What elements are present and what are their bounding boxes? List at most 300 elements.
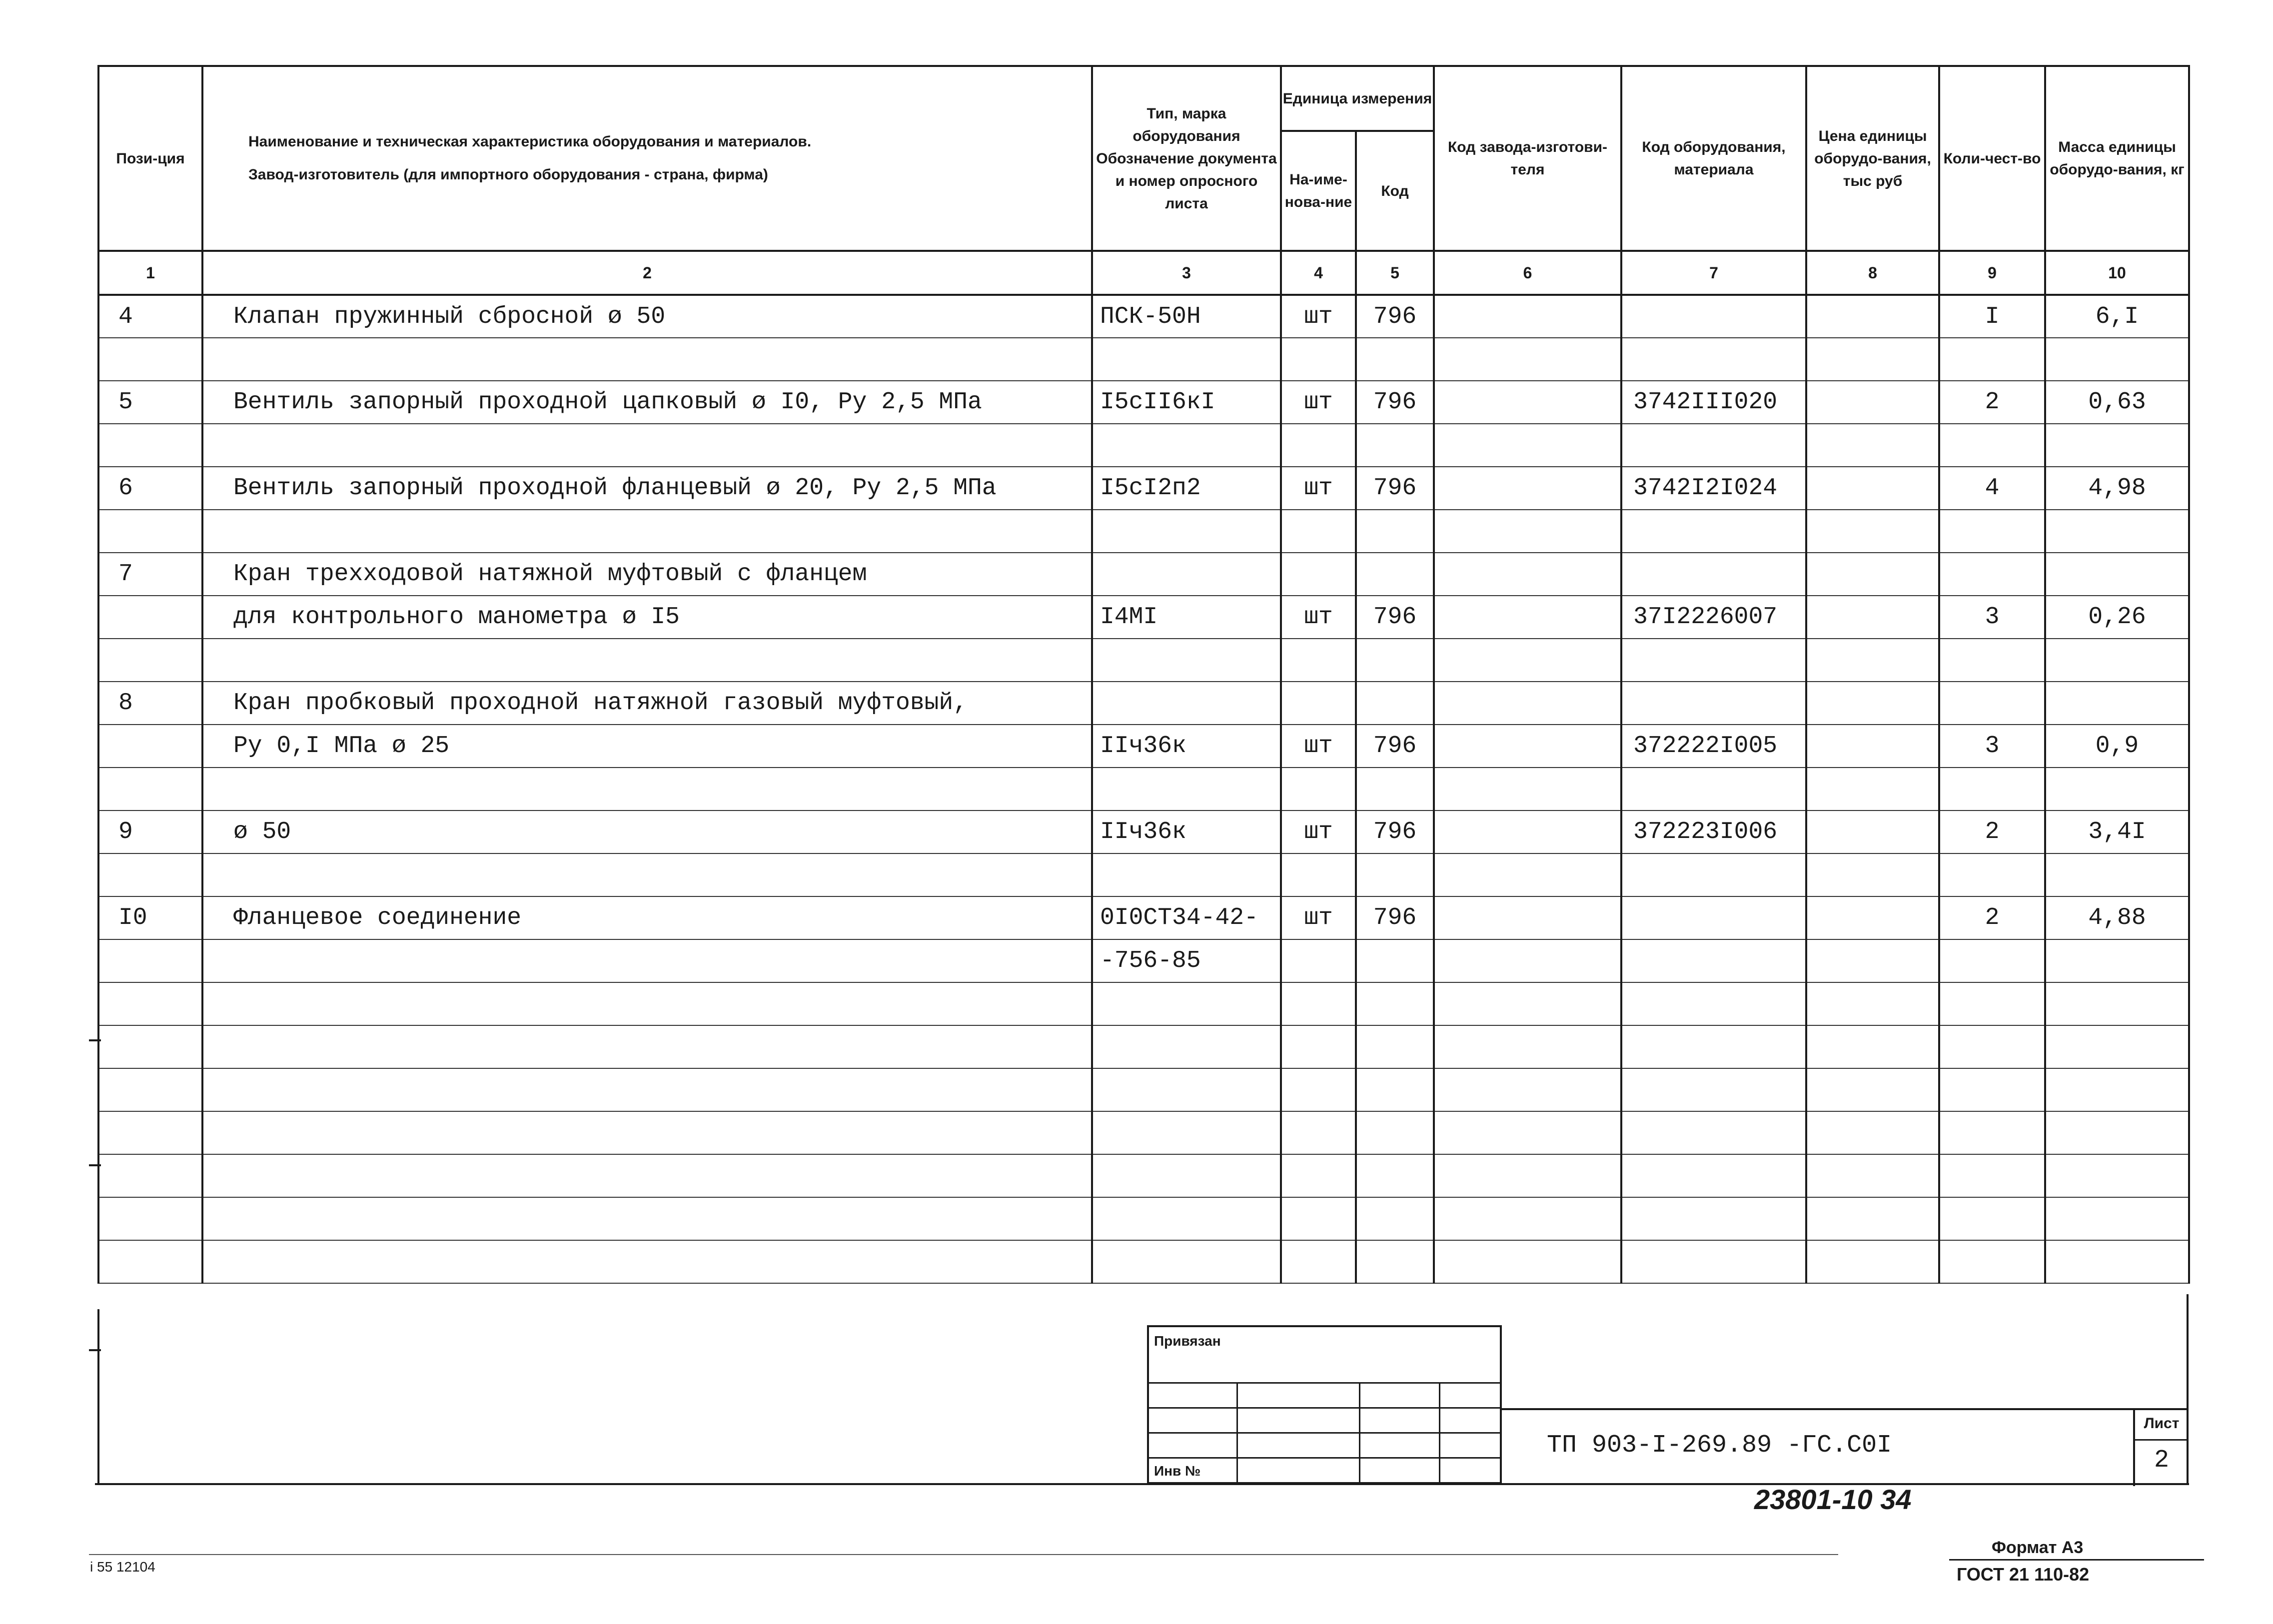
margin-tick [89, 1164, 101, 1166]
row-price [1806, 510, 1939, 553]
table-row [98, 1240, 2189, 1283]
row-unit-code [1356, 853, 1434, 896]
row-type [1092, 1068, 1281, 1111]
row-mfr-code [1434, 725, 1621, 768]
row-unit [1281, 939, 1356, 982]
row-unit: шт [1281, 725, 1356, 768]
col-number: 4 [1281, 251, 1356, 295]
row-position [98, 768, 202, 811]
row-mfr-code [1434, 295, 1621, 338]
row-type [1092, 553, 1281, 596]
row-equip-code [1621, 295, 1806, 338]
row-unit-code [1356, 1025, 1434, 1068]
header-mfr-code: Код завода-изготови-теля [1434, 66, 1621, 251]
row-equip-code [1621, 939, 1806, 982]
row-price [1806, 682, 1939, 725]
row-name [202, 939, 1092, 982]
row-unit [1281, 1197, 1356, 1240]
row-type [1092, 1111, 1281, 1154]
row-equip-code [1621, 982, 1806, 1025]
row-mass: 3,4I [2045, 811, 2189, 853]
row-name: Кран пробковый проходной натяжной газовый муфтовый, [202, 682, 1092, 725]
table-row [98, 510, 2189, 553]
row-price [1806, 982, 1939, 1025]
row-unit-code [1356, 338, 1434, 381]
row-type: IIч36к [1092, 725, 1281, 768]
row-unit-code: 796 [1356, 295, 1434, 338]
row-name [202, 768, 1092, 811]
row-mass [2045, 939, 2189, 982]
row-price [1806, 1154, 1939, 1197]
row-position [98, 1197, 202, 1240]
row-mass [2045, 338, 2189, 381]
sheet-label: Лист [2144, 1415, 2180, 1432]
row-unit [1281, 338, 1356, 381]
row-price [1806, 424, 1939, 467]
row-equip-code: 372223I006 [1621, 811, 1806, 853]
row-price [1806, 553, 1939, 596]
row-mfr-code [1434, 1068, 1621, 1111]
row-unit: шт [1281, 596, 1356, 639]
row-equip-code: 3742I2I024 [1621, 467, 1806, 510]
table-row [98, 1068, 2189, 1111]
row-price [1806, 1240, 1939, 1283]
header-unit-name: На-име-нова-ние [1281, 131, 1356, 251]
row-mass [2045, 682, 2189, 725]
row-unit [1281, 1154, 1356, 1197]
row-position: 4 [98, 295, 202, 338]
row-equip-code: 37I2226007 [1621, 596, 1806, 639]
table-row [98, 1154, 2189, 1197]
row-mfr-code [1434, 682, 1621, 725]
row-quantity [1939, 424, 2045, 467]
row-position [98, 510, 202, 553]
row-unit: шт [1281, 811, 1356, 853]
row-mass [2045, 1197, 2189, 1240]
row-mass [2045, 1154, 2189, 1197]
row-mass [2045, 768, 2189, 811]
row-unit [1281, 853, 1356, 896]
stamp-inventory-label: Инв № [1154, 1463, 1201, 1479]
row-equip-code [1621, 682, 1806, 725]
row-type [1092, 1240, 1281, 1283]
margin-tick [89, 1349, 101, 1351]
row-quantity [1939, 338, 2045, 381]
header-name-line2: Завод-изготовитель (для импортного оборудования - страна, фирма) [248, 166, 768, 183]
row-price [1806, 381, 1939, 424]
row-type [1092, 1154, 1281, 1197]
row-mass [2045, 1025, 2189, 1068]
row-quantity [1939, 982, 2045, 1025]
row-equip-code [1621, 1197, 1806, 1240]
row-quantity [1939, 853, 2045, 896]
table-row [98, 896, 2189, 939]
margin-tick [89, 1039, 101, 1041]
row-unit-code [1356, 1240, 1434, 1283]
row-equip-code [1621, 896, 1806, 939]
row-position [98, 939, 202, 982]
row-mass [2045, 982, 2189, 1025]
row-price [1806, 295, 1939, 338]
binding-stamp [1147, 1325, 1502, 1484]
row-position: 7 [98, 553, 202, 596]
row-quantity [1939, 1025, 2045, 1068]
row-quantity [1939, 768, 2045, 811]
row-position [98, 1240, 202, 1283]
header-unit-code: Код [1356, 131, 1434, 251]
row-unit [1281, 1111, 1356, 1154]
row-price [1806, 939, 1939, 982]
row-unit [1281, 639, 1356, 682]
row-mfr-code [1434, 639, 1621, 682]
row-unit-code [1356, 1068, 1434, 1111]
row-price [1806, 853, 1939, 896]
equipment-table [97, 65, 2190, 1284]
row-name: Вентиль запорный проходной цапковый ø I0, Ру 2,5 МПа [202, 381, 1092, 424]
header-unit-group: Единица измерения [1281, 66, 1434, 131]
row-mfr-code [1434, 1154, 1621, 1197]
row-unit: шт [1281, 381, 1356, 424]
row-position: 9 [98, 811, 202, 853]
row-position [98, 338, 202, 381]
row-mfr-code [1434, 338, 1621, 381]
col-number: 9 [1939, 251, 2045, 295]
row-mfr-code [1434, 553, 1621, 596]
row-name: ø 50 [202, 811, 1092, 853]
row-name [202, 510, 1092, 553]
stamp-divider [1149, 1407, 1500, 1409]
row-mass [2045, 853, 2189, 896]
row-name [202, 338, 1092, 381]
row-name [202, 1154, 1092, 1197]
stamp-divider [1236, 1382, 1238, 1482]
row-unit [1281, 424, 1356, 467]
print-mark: i 55 12104 [90, 1559, 155, 1575]
row-price [1806, 811, 1939, 853]
row-type [1092, 510, 1281, 553]
row-unit-code [1356, 682, 1434, 725]
stamp-divider [1439, 1382, 1440, 1482]
row-mass: 4,98 [2045, 467, 2189, 510]
row-unit [1281, 982, 1356, 1025]
row-mfr-code [1434, 1025, 1621, 1068]
row-name: Клапан пружинный сбросной ø 50 [202, 295, 1092, 338]
row-type: ПСК-50Н [1092, 295, 1281, 338]
row-name [202, 1025, 1092, 1068]
archive-number: 23801-10 34 [1754, 1484, 1912, 1515]
format-label: Формат А3 [1992, 1538, 2084, 1557]
row-unit-code [1356, 1154, 1434, 1197]
col-number: 7 [1621, 251, 1806, 295]
row-price [1806, 896, 1939, 939]
header-row [98, 66, 2189, 131]
row-mfr-code [1434, 1240, 1621, 1283]
row-type [1092, 1025, 1281, 1068]
row-price [1806, 725, 1939, 768]
row-quantity: 3 [1939, 725, 2045, 768]
row-name [202, 853, 1092, 896]
row-mfr-code [1434, 424, 1621, 467]
row-mass: 0,9 [2045, 725, 2189, 768]
row-unit-code: 796 [1356, 725, 1434, 768]
row-name [202, 639, 1092, 682]
row-mass [2045, 1111, 2189, 1154]
row-mfr-code [1434, 896, 1621, 939]
row-name [202, 424, 1092, 467]
row-position [98, 982, 202, 1025]
table-row [98, 982, 2189, 1025]
row-quantity [1939, 1197, 2045, 1240]
row-quantity: 4 [1939, 467, 2045, 510]
row-unit-code [1356, 982, 1434, 1025]
row-quantity: 2 [1939, 896, 2045, 939]
row-unit [1281, 682, 1356, 725]
col-number: 6 [1434, 251, 1621, 295]
stamp-divider [1149, 1382, 1500, 1384]
row-unit-code [1356, 939, 1434, 982]
header-name [202, 66, 1092, 251]
row-equip-code [1621, 639, 1806, 682]
row-position [98, 853, 202, 896]
col-number: 8 [1806, 251, 1939, 295]
row-mfr-code [1434, 596, 1621, 639]
row-position [98, 1111, 202, 1154]
col-number: 1 [98, 251, 202, 295]
col-number: 3 [1092, 251, 1281, 295]
table-row [98, 725, 2189, 768]
row-equip-code [1621, 1154, 1806, 1197]
table-row [98, 1197, 2189, 1240]
row-equip-code [1621, 1111, 1806, 1154]
table-row [98, 1111, 2189, 1154]
row-name [202, 1111, 1092, 1154]
column-number-row [98, 251, 2189, 295]
row-mass [2045, 424, 2189, 467]
row-price [1806, 1197, 1939, 1240]
row-quantity: 2 [1939, 381, 2045, 424]
row-mass [2045, 1240, 2189, 1283]
header-name-line1: Наименование и техническая характеристика оборудования и материалов. [248, 133, 812, 150]
table-row [98, 1025, 2189, 1068]
row-unit-code: 796 [1356, 811, 1434, 853]
row-mass [2045, 553, 2189, 596]
row-quantity [1939, 1240, 2045, 1283]
row-quantity [1939, 939, 2045, 982]
row-unit [1281, 1068, 1356, 1111]
row-name: Вентиль запорный проходной фланцевый ø 20, Ру 2,5 МПа [202, 467, 1092, 510]
row-unit-code [1356, 639, 1434, 682]
row-price [1806, 467, 1939, 510]
row-type [1092, 853, 1281, 896]
row-type [1092, 639, 1281, 682]
row-type: -756-85 [1092, 939, 1281, 982]
row-price [1806, 338, 1939, 381]
row-type: I5сI2п2 [1092, 467, 1281, 510]
table-body [98, 295, 2189, 1283]
row-quantity [1939, 553, 2045, 596]
row-unit [1281, 768, 1356, 811]
row-unit: шт [1281, 896, 1356, 939]
row-price [1806, 768, 1939, 811]
stamp-linked-label: Привязан [1154, 1333, 1221, 1349]
row-type: I4МI [1092, 596, 1281, 639]
row-type: IIч36к [1092, 811, 1281, 853]
row-type [1092, 682, 1281, 725]
table-row [98, 295, 2189, 338]
table-row [98, 639, 2189, 682]
table-row [98, 424, 2189, 467]
row-position [98, 725, 202, 768]
row-mfr-code [1434, 982, 1621, 1025]
row-quantity [1939, 510, 2045, 553]
row-mfr-code [1434, 1111, 1621, 1154]
row-mass [2045, 510, 2189, 553]
row-unit-code [1356, 510, 1434, 553]
sheet-box [2133, 1410, 2188, 1486]
stamp-divider [1149, 1432, 1500, 1434]
col-number: 2 [202, 251, 1092, 295]
row-unit [1281, 510, 1356, 553]
row-name: Фланцевое соединение [202, 896, 1092, 939]
gost-rule [1949, 1559, 2204, 1561]
row-name [202, 1197, 1092, 1240]
row-position: 8 [98, 682, 202, 725]
stamp-divider [1359, 1382, 1360, 1482]
row-unit-code [1356, 553, 1434, 596]
row-unit: шт [1281, 295, 1356, 338]
row-mfr-code [1434, 381, 1621, 424]
row-name: Ру 0,I МПа ø 25 [202, 725, 1092, 768]
row-quantity [1939, 682, 2045, 725]
header-qty: Коли-чест-во [1939, 66, 2045, 251]
header-price: Цена единицы оборудо-вания, тыс руб [1806, 66, 1939, 251]
row-unit-code: 796 [1356, 896, 1434, 939]
row-quantity [1939, 1111, 2045, 1154]
col-number: 10 [2045, 251, 2189, 295]
row-quantity [1939, 639, 2045, 682]
row-unit [1281, 553, 1356, 596]
row-type [1092, 1197, 1281, 1240]
row-mass [2045, 1068, 2189, 1111]
table-row [98, 338, 2189, 381]
row-mfr-code [1434, 467, 1621, 510]
header-type: Тип, марка оборудования Обозначение документа и номер опросного листа [1092, 66, 1281, 251]
row-mfr-code [1434, 853, 1621, 896]
row-mfr-code [1434, 768, 1621, 811]
table-row [98, 596, 2189, 639]
row-position: I0 [98, 896, 202, 939]
row-name: Кран трехходовой натяжной муфтовый с фланцем [202, 553, 1092, 596]
row-position: 6 [98, 467, 202, 510]
row-position: 5 [98, 381, 202, 424]
table-row [98, 939, 2189, 982]
row-unit [1281, 1025, 1356, 1068]
row-equip-code [1621, 338, 1806, 381]
row-unit-code: 796 [1356, 596, 1434, 639]
row-equip-code [1621, 424, 1806, 467]
row-mfr-code [1434, 1197, 1621, 1240]
row-unit [1281, 1240, 1356, 1283]
bottom-rule [89, 1554, 1838, 1555]
row-position [98, 424, 202, 467]
row-equip-code [1621, 853, 1806, 896]
header-mass: Масса единицы оборудо-вания, кг [2045, 66, 2189, 251]
row-price [1806, 1111, 1939, 1154]
row-quantity: 3 [1939, 596, 2045, 639]
row-type [1092, 768, 1281, 811]
table-row [98, 853, 2189, 896]
row-type [1092, 424, 1281, 467]
row-position [98, 1068, 202, 1111]
row-quantity: 2 [1939, 811, 2045, 853]
col-number: 5 [1356, 251, 1434, 295]
row-mass: 0,63 [2045, 381, 2189, 424]
row-unit-code [1356, 768, 1434, 811]
row-price [1806, 1068, 1939, 1111]
row-price [1806, 596, 1939, 639]
row-price [1806, 639, 1939, 682]
row-equip-code [1621, 553, 1806, 596]
row-equip-code [1621, 768, 1806, 811]
row-mfr-code [1434, 811, 1621, 853]
row-name [202, 1068, 1092, 1111]
row-name [202, 982, 1092, 1025]
row-equip-code [1621, 1240, 1806, 1283]
table-row [98, 682, 2189, 725]
row-mfr-code [1434, 510, 1621, 553]
table-row [98, 768, 2189, 811]
table-row [98, 467, 2189, 510]
row-unit-code: 796 [1356, 381, 1434, 424]
header-equip-code: Код оборудования, материала [1621, 66, 1806, 251]
row-type [1092, 982, 1281, 1025]
document-code: ТП 903-I-269.89 -ГС.С0I [1547, 1431, 1892, 1460]
row-position [98, 596, 202, 639]
row-quantity [1939, 1154, 2045, 1197]
title-block [1502, 1408, 2188, 1484]
gost-label: ГОСТ 21 110-82 [1957, 1564, 2090, 1585]
row-position [98, 639, 202, 682]
row-name [202, 1240, 1092, 1283]
row-unit-code: 796 [1356, 467, 1434, 510]
header-pos: Пози-ция [98, 66, 202, 251]
row-equip-code: 3742III020 [1621, 381, 1806, 424]
table-row [98, 811, 2189, 853]
row-unit-code [1356, 1111, 1434, 1154]
row-equip-code [1621, 510, 1806, 553]
row-mass: 6,I [2045, 295, 2189, 338]
row-unit-code [1356, 1197, 1434, 1240]
row-unit: шт [1281, 467, 1356, 510]
row-position [98, 1154, 202, 1197]
frame-left-border [97, 1309, 99, 1484]
row-type: I5сII6кI [1092, 381, 1281, 424]
table-row [98, 381, 2189, 424]
sheet-divider [2135, 1439, 2188, 1441]
row-quantity: I [1939, 295, 2045, 338]
row-price [1806, 1025, 1939, 1068]
row-mass: 4,88 [2045, 896, 2189, 939]
row-equip-code [1621, 1025, 1806, 1068]
row-mfr-code [1434, 939, 1621, 982]
table-row [98, 553, 2189, 596]
row-quantity [1939, 1068, 2045, 1111]
row-equip-code [1621, 1068, 1806, 1111]
sheet-number: 2 [2154, 1446, 2169, 1475]
row-mass: 0,26 [2045, 596, 2189, 639]
row-name: для контрольного манометра ø I5 [202, 596, 1092, 639]
row-equip-code: 372222I005 [1621, 725, 1806, 768]
